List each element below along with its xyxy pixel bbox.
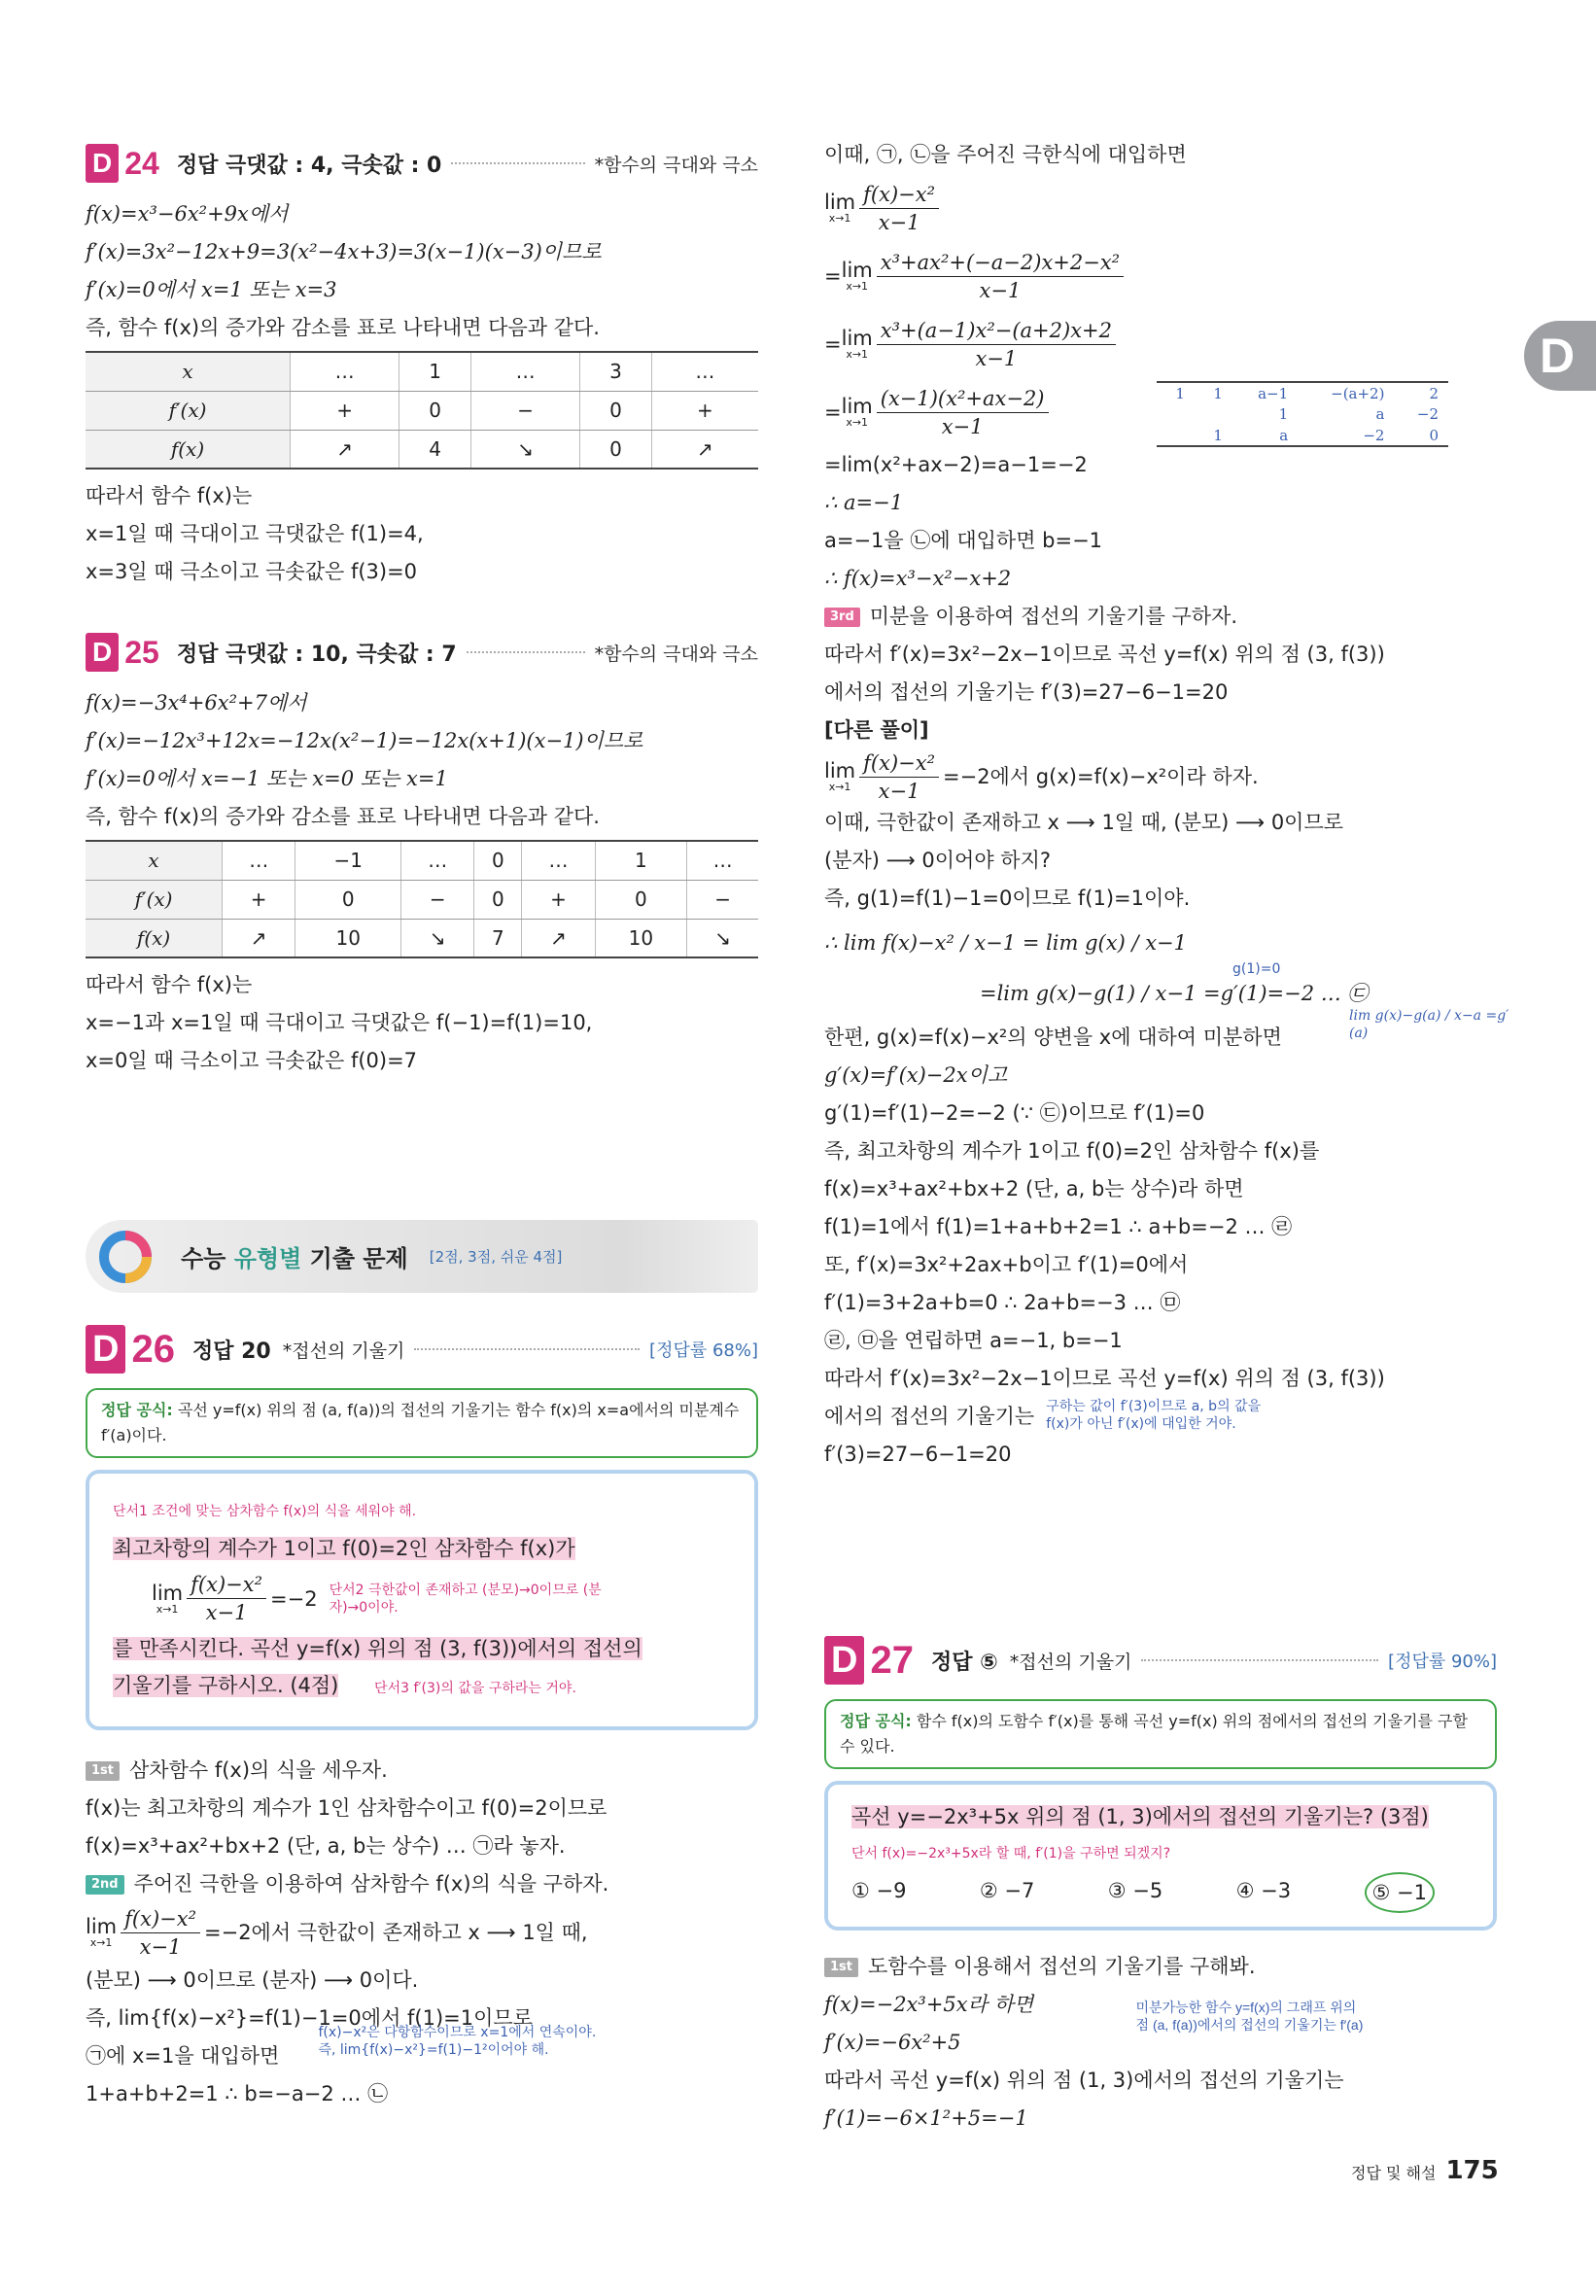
- line: f′(x)=−12x³+12x=−12x(x²−1)=−12x(x+1)(x−1)이므로: [86, 729, 643, 752]
- page-footer: [1351, 2156, 1499, 2185]
- problem-d25: [86, 630, 758, 1080]
- table-cell: f(x): [86, 430, 290, 469]
- fraction: $\frac{\text{f(x)−x²}}{x-1}$: [187, 1571, 266, 1626]
- d-badge: D: [86, 144, 119, 183]
- answer: 정답 ⑤: [930, 1650, 998, 1675]
- line: (분자) ⟶ 0이어야 하지?: [824, 849, 1052, 872]
- hint-2: 단서2 극한값이 존재하고 (분모)→0이므로 (분자)→0이야.: [329, 1582, 602, 1616]
- line: f(x)=x³+ax²+bx+2 (단, a, b는 상수)라 하면: [824, 1177, 1244, 1200]
- side-note: g(1)=0: [1232, 961, 1281, 977]
- table-cell: …: [223, 841, 295, 880]
- table-cell: ↘: [687, 919, 758, 957]
- step-badge: 1st: [86, 1761, 120, 1781]
- table-row: [86, 919, 758, 957]
- question-box: [86, 1470, 758, 1730]
- side-note: 구하는 값이 f′(3)이므로 a, b의 값을 f(x)가 아닌 f′(x)에 대입한 거야.: [1046, 1399, 1262, 1432]
- table-cell: 0: [1394, 425, 1448, 446]
- table-cell: …: [401, 841, 474, 880]
- limit: lim x→1: [824, 759, 856, 793]
- line: 따라서 f′(x)=3x²−2x−1이므로 곡선 y=f(x) 위의 점 (3, f(3)): [824, 643, 1385, 666]
- side-note: 미분가능한 함수 y=f(x)의 그래프 위의 점 (a, f(a))에서의 접선의 기울기는 f′(a): [1135, 2000, 1364, 2033]
- limit: lim x→1: [86, 1915, 118, 1949]
- table-cell: a: [1232, 425, 1298, 446]
- line: f(x)는 최고차항의 계수가 1인 삼차함수이고 f(0)=2이므로: [86, 1796, 607, 1820]
- table-cell: 1: [1195, 382, 1232, 403]
- line: a=−1을 ㉡에 대입하면 b=−1: [824, 529, 1103, 552]
- table-cell: +: [651, 391, 758, 430]
- line: ㉠에 x=1을 대입하면: [86, 2044, 280, 2068]
- question-text: 곡선 y=−2x³+5x 위의 점 (1, 3)에서의 접선의 기울기는? (3점): [851, 1805, 1429, 1828]
- choice-3[interactable]: ③ −5: [1107, 1879, 1163, 1902]
- line: (분모) ⟶ 0이므로 (분자) ⟶ 0이다.: [86, 1968, 419, 1992]
- table-cell: 1: [399, 352, 471, 391]
- table-cell: 0: [580, 430, 652, 469]
- table-cell: [1157, 403, 1195, 425]
- table-cell: −(a+2): [1298, 382, 1394, 403]
- table-cell: a: [1375, 405, 1385, 423]
- fraction: $\frac{\text{f(x)−x²}}{x-1}$: [859, 749, 939, 805]
- step-title: 도함수를 이용해서 접선의 기울기를 구해봐.: [868, 1955, 1256, 1978]
- limit: lim x→1: [152, 1581, 184, 1616]
- synthetic-division: [1157, 381, 1448, 447]
- choice-1[interactable]: ① −9: [851, 1879, 907, 1902]
- step-badge: 1st: [824, 1958, 858, 1977]
- step-badge: 2nd: [86, 1875, 124, 1895]
- table-row: [86, 391, 758, 430]
- table-cell: ↗: [522, 919, 595, 957]
- line: 에서의 접선의 기울기는: [824, 1405, 1035, 1428]
- table-cell: f(x): [86, 919, 223, 957]
- table-cell: x: [86, 352, 290, 391]
- section-banner: [86, 1220, 758, 1293]
- line: 따라서 f′(x)=3x²−2x−1이므로 곡선 y=f(x) 위의 점 (3, f(3)): [824, 1367, 1385, 1390]
- table-cell: +: [223, 880, 295, 919]
- table-cell: 10: [595, 919, 687, 957]
- d-badge: D: [86, 1325, 125, 1374]
- table-cell: 4: [399, 430, 471, 469]
- table-cell: −1: [295, 841, 401, 880]
- topic: *접선의 기울기: [1009, 1651, 1132, 1673]
- table-cell: x: [86, 841, 223, 880]
- d-badge: D: [824, 1636, 864, 1685]
- table-row: [86, 430, 758, 469]
- choice-4[interactable]: ④ −3: [1235, 1879, 1292, 1902]
- hint-3: 단서3 f′(3)의 값을 구하라는 거야.: [374, 1681, 576, 1696]
- table-cell: f′(x): [86, 880, 223, 919]
- right-column: [824, 136, 1509, 1474]
- line: x=3일 때 극소이고 극솟값은 f(3)=0: [86, 560, 418, 583]
- question-box: [824, 1781, 1497, 1931]
- fraction: $\frac{\text{f(x)−x²}}{x-1}$: [121, 1905, 200, 1961]
- line: f′(x)=3x²−12x+9=3(x²−4x+3)=3(x−1)(x−3)이므로: [86, 240, 602, 263]
- table-cell: 2: [1394, 382, 1448, 403]
- line: f′(1)=3+2a+b=0 ∴ 2a+b=−3 … ㉤: [824, 1291, 1181, 1314]
- table-cell: 0: [595, 880, 687, 919]
- line: f(1)=1에서 f(1)=1+a+b+2=1 ∴ a+b=−2 … ㉣: [824, 1215, 1293, 1238]
- answer-formula: 정답 공식: 곡선 y=f(x) 위의 점 (a, f(a))의 접선의 기울기는 함수 f(x)의 x=a에서의 미분계수 f′(a)이다.: [86, 1388, 758, 1458]
- question-line: 최고차항의 계수가 1이고 f(0)=2인 삼차함수 f(x)가: [113, 1537, 575, 1560]
- d-badge: D: [86, 633, 119, 672]
- table-cell: f′(x): [86, 391, 290, 430]
- line: 즉, lim{f(x)−x²}=f(1)−1=0에서 f(1)=1이므로: [86, 2006, 533, 2030]
- table-cell: −: [687, 880, 758, 919]
- topic: *접선의 기울기: [282, 1339, 405, 1362]
- choices: [851, 1872, 1435, 1913]
- line: x=0일 때 극소이고 극솟값은 f(0)=7: [86, 1049, 418, 1072]
- answer: 정답 20: [191, 1339, 271, 1364]
- table-cell: …: [651, 352, 758, 391]
- problem-d26: [86, 1322, 758, 2113]
- topic: *함수의 극대와 극소: [594, 154, 758, 176]
- line: x=−1과 x=1일 때 극대이고 극댓값은 f(−1)=f(1)=10,: [86, 1011, 593, 1034]
- table-cell: …: [470, 352, 579, 391]
- step-badge: 3rd: [824, 608, 860, 627]
- line: 에서의 접선의 기울기는 f′(3)=27−6−1=20: [824, 680, 1229, 704]
- footer-label: 정답 및 해설: [1351, 2164, 1437, 2182]
- alt-title: [다른 풀이]: [824, 718, 929, 742]
- table-cell: ↗: [290, 430, 399, 469]
- table-cell: 0: [399, 391, 471, 430]
- table-row: [1157, 425, 1448, 446]
- table-cell: 0: [295, 880, 401, 919]
- table-cell: 10: [295, 919, 401, 957]
- problem-number: 24: [124, 145, 159, 181]
- line: f′(x)=0에서 x=1 또는 x=3: [86, 278, 337, 301]
- page-number: 175: [1445, 2156, 1499, 2185]
- line: =−2에서 g(x)=f(x)−x²이라 하자.: [943, 764, 1259, 788]
- line: ∴ lim f(x)−x² / x−1 = lim g(x) / x−1: [824, 931, 1188, 955]
- table-row: [1157, 382, 1448, 403]
- table-cell: −2: [1298, 425, 1394, 446]
- line: =−2에서 극한값이 존재하고 x ⟶ 1일 때,: [204, 1920, 588, 1944]
- banner-title: 수능 유형별 기출 문제: [181, 1245, 408, 1272]
- table-cell: 0: [474, 880, 522, 919]
- table-cell: 0: [580, 391, 652, 430]
- answer-formula: 정답 공식: 함수 f(x)의 도함수 f′(x)를 통해 곡선 y=f(x) 위의 점에서의 접선의 기울기를 구할 수 있다.: [824, 1699, 1497, 1769]
- table-row: [1157, 403, 1448, 425]
- problem-d24: [86, 141, 758, 591]
- table-cell: +: [290, 391, 399, 430]
- line: 따라서 함수 f(x)는: [86, 973, 253, 996]
- choice-2[interactable]: ② −7: [979, 1879, 1035, 1902]
- limit-row: lim x→1 $\frac{\text{f(x)−x²}}{x-1}$: [824, 174, 1497, 242]
- problem-number: 27: [870, 1638, 914, 1682]
- line: ∴ f(x)=x³−x²−x+2: [824, 567, 1012, 590]
- problem-number: 26: [131, 1327, 175, 1371]
- increase-decrease-table: [86, 351, 758, 470]
- question-line: 기울기를 구하시오. (4점): [113, 1674, 339, 1697]
- line: f(x)=−2x³+5x라 하면: [824, 1993, 1034, 2016]
- table-cell: −: [470, 391, 579, 430]
- line: =lim(x²+ax−2)=a−1=−2: [824, 453, 1088, 476]
- line: g′(x)=f′(x)−2x이고: [824, 1063, 1008, 1087]
- line: ∴ a=−1: [824, 491, 904, 514]
- table-row: [86, 352, 758, 391]
- line: f(x)=x³−6x²+9x에서: [86, 202, 289, 226]
- table-cell: [1195, 403, 1232, 425]
- line: g′(1)=f′(1)−2=−2 (∵ ㉢)이므로 f′(1)=0: [824, 1101, 1205, 1125]
- table-cell: 3: [580, 352, 652, 391]
- line: 따라서 함수 f(x)는: [86, 484, 253, 507]
- limit-row: = lim x→1 $\frac{\text{(x−1)(x²+ax−2)}}{x-1}$: [824, 378, 1497, 446]
- topic: *함수의 극대와 극소: [594, 643, 758, 665]
- line: f′(1)=−6×1²+5=−1: [824, 2106, 1028, 2130]
- question-line: 를 만족시킨다. 곡선 y=f(x) 위의 점 (3, f(3))에서의 접선의: [113, 1637, 642, 1660]
- correct-rate: [정답률 90%]: [1388, 1652, 1497, 1672]
- table-cell: 1: [595, 841, 687, 880]
- line: 즉, 함수 f(x)의 증가와 감소를 표로 나타내면 다음과 같다.: [86, 805, 600, 828]
- table-cell: …: [687, 841, 758, 880]
- line: f′(x)=−6x²+5: [824, 2031, 961, 2054]
- donut-logo-icon: [91, 1223, 159, 1291]
- correct-rate: [정답률 68%]: [649, 1340, 758, 1361]
- banner-subtitle: [2점, 3점, 쉬운 4점]: [429, 1248, 563, 1266]
- table-cell: 7: [474, 919, 522, 957]
- limit-row: = lim x→1 $\frac{\text{x³+(a−1)x²−(a+2)x+2}}{x-1}$: [824, 310, 1497, 378]
- table-cell: 0: [474, 841, 522, 880]
- line: 따라서 곡선 y=f(x) 위의 점 (1, 3)에서의 접선의 기울기는: [824, 2069, 1344, 2092]
- hint: 단서 f(x)=−2x³+5x라 할 때, f′(1)을 구하면 되겠지?: [851, 1846, 1171, 1861]
- table-cell: +: [522, 880, 595, 919]
- table-cell: −2: [1416, 405, 1439, 423]
- left-column: [86, 141, 758, 1080]
- hint-1: 단서1 조건에 맞는 삼차함수 f(x)의 식을 세워야 해.: [113, 1504, 417, 1519]
- table-cell: …: [522, 841, 595, 880]
- line: x=1일 때 극대이고 극댓값은 f(1)=4,: [86, 522, 424, 545]
- answer: 정답 극댓값 : 4, 극솟값 : 0: [176, 153, 442, 178]
- problem-number: 25: [124, 634, 159, 670]
- line: =lim g(x)−g(1) / x−1 =g′(1)=−2 … ㉢: [980, 982, 1369, 1005]
- limit-row: = lim x→1 $\frac{\text{x³+ax²+(−a−2)x+2−x²}}{x-1}$: [824, 242, 1497, 310]
- table-cell: 1: [1195, 425, 1232, 446]
- line: 1+a+b+2=1 ∴ b=−a−2 … ㉡: [86, 2082, 389, 2105]
- side-note: f(x)−x²은 다항함수이므로 x=1에서 연속이야. 즉, lim{f(x)−x²}=f(1)−1²이어야 해.: [318, 2025, 597, 2058]
- line: f(x)=−3x⁴+6x²+7에서: [86, 691, 307, 714]
- line: f′(x)=0에서 x=−1 또는 x=0 또는 x=1: [86, 767, 448, 790]
- table-cell: 1: [1157, 382, 1195, 403]
- line: 즉, g(1)=f(1)−1=0이므로 f(1)=1이야.: [824, 887, 1191, 910]
- line: ㉣, ㉤을 연립하면 a=−1, b=−1: [824, 1329, 1123, 1352]
- step-title: 삼차함수 f(x)의 식을 세우자.: [129, 1758, 388, 1782]
- line: 한편, g(x)=f(x)−x²의 양변을 x에 대하여 미분하면: [824, 1026, 1282, 1049]
- line: 이때, ㉠, ㉡을 주어진 극한식에 대입하면: [824, 143, 1187, 166]
- line: 즉, 함수 f(x)의 증가와 감소를 표로 나타내면 다음과 같다.: [86, 316, 600, 339]
- step-title: 주어진 극한을 이용하여 삼차함수 f(x)의 식을 구하자.: [133, 1872, 609, 1896]
- table-row: [86, 880, 758, 919]
- table-cell: ↘: [401, 919, 474, 957]
- table-row: [86, 841, 758, 880]
- step-title: 미분을 이용하여 접선의 기울기를 구하자.: [869, 605, 1238, 628]
- table-cell: ↗: [651, 430, 758, 469]
- table-cell: ↗: [223, 919, 295, 957]
- line: f(x)=x³+ax²+bx+2 (단, a, b는 상수) … ㉠라 놓자.: [86, 1834, 566, 1858]
- line: 이때, 극한값이 존재하고 x ⟶ 1일 때, (분모) ⟶ 0이므로: [824, 811, 1344, 834]
- line: 즉, 최고차항의 계수가 1이고 f(0)=2인 삼차함수 f(x)를: [824, 1139, 1320, 1163]
- table-cell: a−1: [1232, 382, 1298, 403]
- increase-decrease-table: [86, 840, 758, 958]
- side-note: lim g(x)−g(a) / x−a =g′(a): [1349, 1008, 1509, 1041]
- equation: =−2: [270, 1586, 318, 1611]
- table-cell: ↘: [470, 430, 579, 469]
- table-cell: [1157, 425, 1195, 446]
- answer: 정답 극댓값 : 10, 극솟값 : 7: [176, 642, 457, 667]
- table-cell: −: [401, 880, 474, 919]
- table-cell: …: [290, 352, 399, 391]
- problem-d27: [824, 1633, 1497, 2138]
- table-cell: 1: [1278, 405, 1289, 423]
- choice-5[interactable]: ⑤ −1: [1365, 1872, 1435, 1913]
- chapter-tab: D: [1524, 321, 1596, 391]
- line: 또, f′(x)=3x²+2ax+b이고 f′(1)=0에서: [824, 1253, 1189, 1276]
- line: f′(3)=27−6−1=20: [824, 1443, 1012, 1466]
